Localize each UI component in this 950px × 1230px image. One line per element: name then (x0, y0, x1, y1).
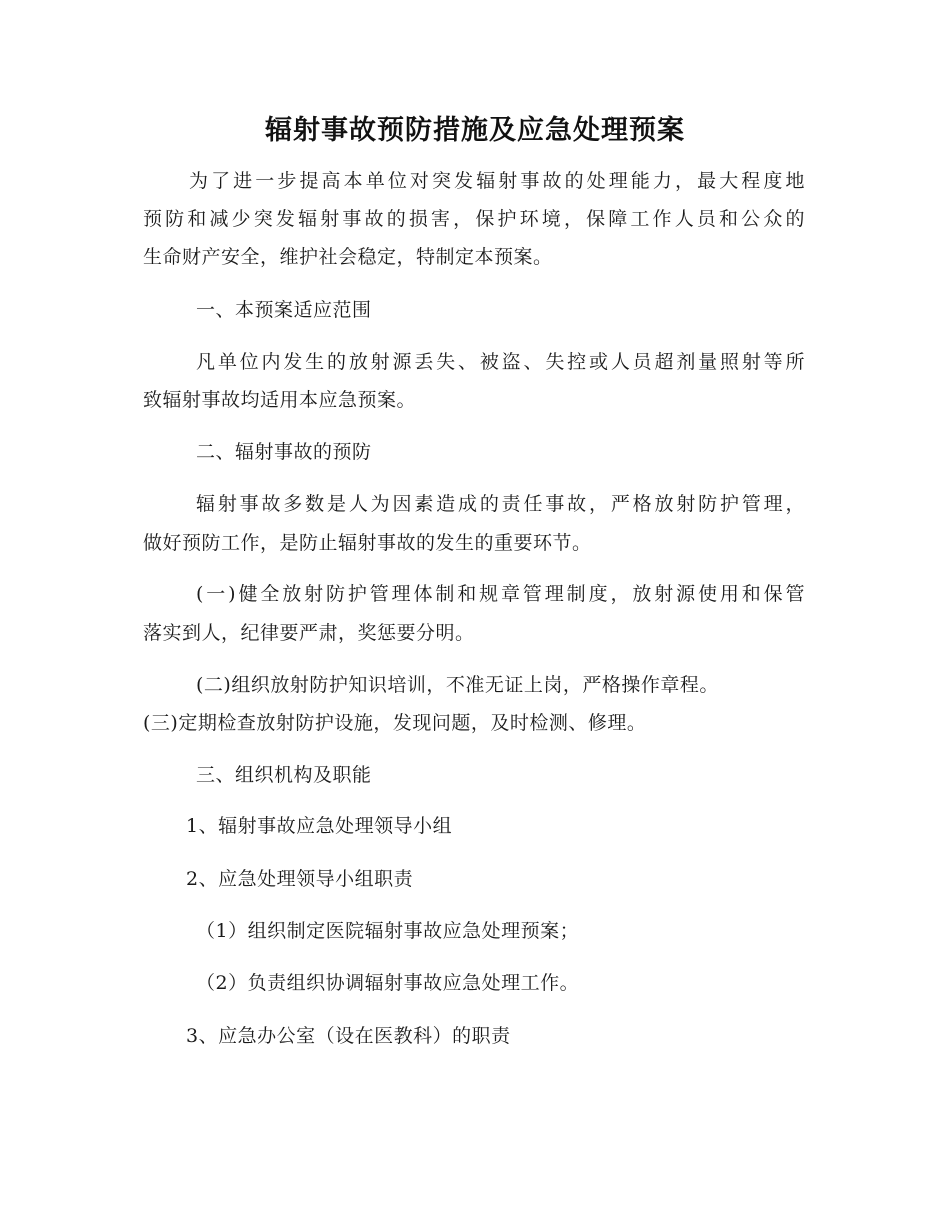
intro-line-1: 为了进一步提高本单位对突发辐射事故的处理能力，最大程度地 (189, 170, 805, 192)
section-3-sub-1: 1、辐射事故应急处理领导小组 (186, 815, 453, 837)
section-1-line-1: 凡单位内发生的放射源丢失、被盗、失控或人员超剂量照射等所 (196, 351, 805, 373)
section-2-line-1: 辐射事故多数是人为因素造成的责任事故，严格放射防护管理， (196, 493, 805, 515)
section-1-line-2: 致辐射事故均适用本应急预案。 (143, 389, 417, 411)
section-3-heading: 三、组织机构及职能 (196, 764, 372, 786)
section-1-heading: 一、本预案适应范围 (196, 299, 372, 321)
section-2-item-3: (三)定期检查放射防护设施，发现问题，及时检测、修理。 (143, 712, 647, 734)
section-2-heading: 二、辐射事故的预防 (196, 441, 372, 463)
section-3-sub-2-item-1: （1）组织制定医院辐射事故应急处理预案； (196, 920, 580, 942)
section-2-item-1-line-2: 落实到人，纪律要严肃，奖惩要分明。 (143, 622, 475, 644)
section-3-sub-3: 3、应急办公室（设在医教科）的职责 (186, 1025, 511, 1047)
section-3-sub-2-item-2: （2）负责组织协调辐射事故应急处理工作。 (196, 972, 580, 994)
intro-line-3: 生命财产安全，维护社会稳定，特制定本预案。 (143, 246, 553, 268)
section-2-item-2: (二)组织放射防护知识培训，不准无证上岗，严格操作章程。 (196, 674, 719, 696)
intro-line-2: 预防和减少突发辐射事故的损害，保护环境，保障工作人员和公众的 (143, 208, 805, 230)
section-2-line-2: 做好预防工作，是防止辐射事故的发生的重要环节。 (143, 532, 592, 554)
document-title: 辐射事故预防措施及应急处理预案 (265, 115, 685, 146)
section-2-item-1-line-1: (一)健全放射防护管理体制和规章管理制度，放射源使用和保管 (196, 583, 805, 605)
section-3-sub-2: 2、应急处理领导小组职责 (186, 868, 414, 890)
